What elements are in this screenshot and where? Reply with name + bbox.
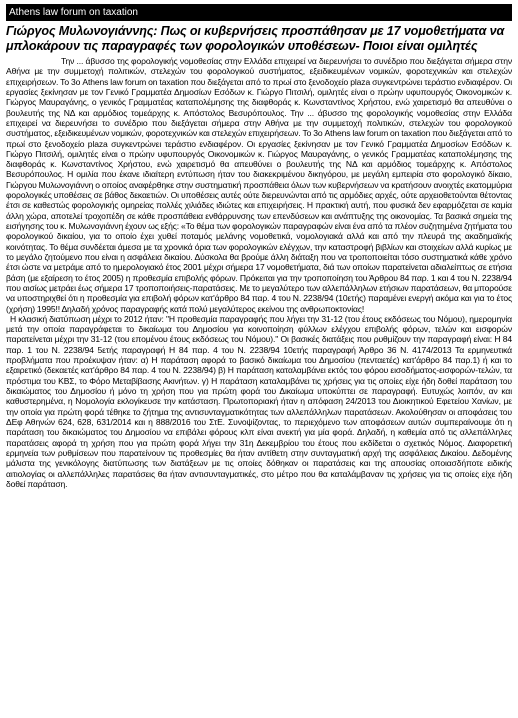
page-bottom-edge	[6, 712, 512, 714]
article-headline: Γιώργος Μυλωνογιάννης: Πως οι κυβερνήσεις προσπάθησαν με 17 νομοθετήματα να μπλοκάρουν τις παραγραφές των φορολογικών υποθέσεων- Ποιοι είναι ομιλητές	[6, 24, 505, 53]
publication-header: Athens law forum on taxation	[6, 4, 512, 21]
document-page	[6, 4, 512, 714]
article-paragraph: Η κλασική διατύπωση μέχρι το 2012 ήταν: "Η προθεσμία παραγραφής που λήγει την 31-12 (του έτους εκδόσεως του Νόμου), ημερομηνία μετά την οποία παραγράφεται το δικαίωμα του Δημοσίου για κοινοποίηση φύλλων ελέγχου επιβολής φόρων, τελών και εισφορών παρατείνεται μέχρι την 31-12 (του επομένου έτους εκδόσεως του Νόμου)." Οι βασικές διατάξεις που ρυθμίζουν την παραγραφή είναι: Η 84 παρ. 1 του Ν. 2238/94 5ετής παραγραφή Η 84 παρ. 4 του Ν. 2238/94 10ετής παραγραφή Άρθρο 36 Ν. 4174/2013 Τα ερμηνευτικά προβλήματα που προέκυψαν ήταν: α) Η παράταση αφορά το βασικό δικαίωμα του Δημοσίου (πενταετές) κατ'άρθρο 84 παρ.1) ή και το εξαιρετικό (δεκαετές κατ'άρθρο 84 παρ. 4 του Ν. 2238/94) β) Η παράταση καταλαμβάνει εκτός του φόρου εισοδήματος-εισφορών-τελών, τα πρόστιμα του ΚΒΣ, το Φόρο Μεταβίβασης Ακινήτων. γ) Η παράταση καταλαμβάνει τις χρήσεις για τις οποίες είχε ήδη δοθεί παράταση του δικαιώματος του Δημοσίου ή μόνο τη χρήση που για πρώτη φορά του Δικαίωμα υποκύπτει σε παραγραφή. Ευτυχώς λοιπόν, αν και καθυστερημένα, η Νομολογία εκλογίκευσε την κατάσταση. Πρωτοποριακή ήταν η απόφαση 24/2013 του Διοικητικού Εφετείου Χανίων, με την οποία για πρώτη φορά τέθηκε το ζήτημα της αντισυνταγματικότητας των αλλεπάλληλων παρατάσεων. Ακολούθησαν οι αποφάσεις του ΔΕφ Αθηνών 624, 628, 631/2014 και η 888/2016 του ΣτΕ. Συνοψίζοντας, το περιεχόμενο των αποφάσεων αυτών συμπεραίνουμε ότι η παράταση του δικαιώματος του Δημοσίου να επιβάλει φόρους κλπ είναι ανεκτή για μία φορά. Δηλαδή, η καθεμία από τις αλλεπάλληλες παρατάσεις αφορά τη χρήση που για πρώτη φορά λήγει την 31η Δεκεμβρίου του έτους που εκδίδεται ο σχετικός Νόμος. Διαφορετική ερμηνεία των ρυθμίσεων που παρατείνουν τις προθεσμίες θα ήταν αντίθετη στην συνταγματική αρχή της ασφάλειας Δικαίου. Δεδομένης μάλιστα της γενικόλογης διατύπωσης των διατάξεων με τις οποίες δόθηκαν οι παρατάσεις και της απουσίας οποιασδήποτε ειδικής αιτιολογίας οι αλλεπάλληλες παρατάσεις θα ήταν αντισυνταγματικές, στο μέτρο που θα καταλάμβαναν τις χρήσεις για τις οποίες είχε ήδη δοθεί παράταση.	[6, 313, 512, 489]
article-body	[6, 56, 512, 489]
article-paragraph: Την ... άβυσσο της φορολογικής νομοθεσίας στην Ελλάδα επιχειρεί να διερευνήσει το συνέδριο που διεξάγεται σήμερα στην Αθήνα με την συμμετοχή πολιτικών, στελεχών του φορολογικού συστήματος, εξειδικευμένων νομικών, φοροτεχνικών και στελεχών επιχειρήσεων. Το 3ο Athens law forum on taxation που διεξάγεται από το πρωί στο ξενοδοχείο plaza συγκεντρώνει τεράστιο ενδιαφέρον. Οι εργασίες ξεκίνησαν με τον Γενικό Γραμματέα Δημοσίων Εσόδων κ. Γιώργο Πιτσιλή, ομιλητές είναι ο πρώην υφυπουργός Οικονομικών κ. Γιώργος Μαυραγάνης, ο γενικός Γραμματέας καταπολέμησης της διαφθοράς κ. Κωνσταντίνος Χρήστου, ενώ χαιρετισμό θα απευθύνει ο βουλευτής της ΝΔ και αρμόδιος τομεάρχης κ. Απόστολος Βεσυρόπουλος. Την ... άβυσσο της φορολογικής νομοθεσίας στην Ελλάδα επιχειρεί να διερευνήσει το συνέδριο που διεξάγεται σήμερα στην Αθήνα με την συμμετοχή πολιτικών, στελεχών του φορολογικού συστήματος, εξειδικευμένων νομικών, φοροτεχνικών και στελεχών επιχειρήσεων. Το 3ο Athens law forum on taxation που διεξάγεται από το πρωί στο ξενοδοχείο plaza συγκεντρώνει τεράστιο ενδιαφέρον. Οι εργασίες ξεκίνησαν με τον Γενικό Γραμματέα Δημοσίων Εσόδων κ. Γιώργο Πιτσιλή, ομιλητές είναι ο πρώην υφυπουργός Οικονομικών κ. Γιώργος Μαυραγάνης, ο γενικός Γραμματέας καταπολέμησης της διαφθοράς κ. Κωνσταντίνος Χρήστου, ενώ χαιρετισμό θα απευθύνει ο βουλευτής της ΝΔ και αρμόδιος τομεάρχης κ. Απόστολος Βεσυρόπουλος. Η ομιλία που έκανε ιδιαίτερη εντύπωση ήταν του διακεκριμένου δικηγόρου, με μεγάλη εμπειρία στο φορολογικό δίκαιο, Γιώργου Μυλωνογιάννη ο οποίος αναφέρθηκε στην συστηματική προσπάθεια όλων των κυβερνήσεων να κρατήσουν ανοιχτές εκατομμύρια φορολογικές υποθέσεις σε βάθος δεκαετιών. Οι υποθέσεις αυτές ούτε διερευνώνται από τις αρμόδιες αρχές, ούτε αρχειοθετούνται θέτοντας έτσι σε καθεστώς φορολογικής ομηρείας πολλές χιλιάδες ιδιώτες και επιχειρήσεις. Η πρακτική αυτή, που φυσικά δεν εφαρμόζεται σε καμία άλλη χώρα, αποτελεί τροχοπέδη σε κάθε προσπάθεια ενθάρρυνσης των επενδύσεων και ανάπτυξης της οικονομίας. Τα βασικά σημεία της εισήγησης του κ. Μυλωνογιάννη έχουν ως εξής: «Το θέμα των φορολογικών παραγραφών είναι ένα από τα πλέον συζητημένα ζητήματα του φορολογικού δικαίου, για το οποίο έχει χυθεί ποταμός μελάνης νομοθετικά, νομολογιακά αλλά και από την πλευρά της ακαδημαϊκής κοινότητας. Το θέμα συνδέεται άμεσα με τα χρονικά όρια των φορολογικών ελέγχων, την καταστροφή βιβλίων και στοιχείων αλλά κυρίως με το μεγάλο ζητούμενο που είναι η ασφάλεια δικαίου. Δύσκολα θα βρούμε άλλη διάταξη που να τροποποιείται τόσο συστηματικά κάθε χρόνο έτσι ώστε να μετράμε από το ημερολογιακό έτος 2001 μέχρι σήμερα 17 νομοθετήματα, διά των οποίων παρατείνεται αδιαλείπτως σε ετήσια βάση (με εξαίρεση το έτος 2005) η προθεσμία επιβολής φόρων. Πρόκειται για την τροποποίηση του Άρθρου 84 παρ. 1 και 4 του Ν. 2238/94 που αισίως μετράει έως σήμερα 17 τροποποιήσεις-παρατάσεις. Με το μεγαλύτερο των αλλεπάλληλων ετήσιων παρατάσεων, θα μπορούσε να υποστηριχθεί ότι η προθεσμία για επιβολή φόρων κατ'άρθρο 84 παρ. 4 του Ν. 2238/94 (10ετής) παραμένει ενεργή ακόμα και για το έτος (χρήση) 1995!! Δηλαδή χρόνος παραγραφής κατά πολύ μεγαλύτερος εκείνου της ανθρωποκτονίας!	[6, 56, 512, 314]
